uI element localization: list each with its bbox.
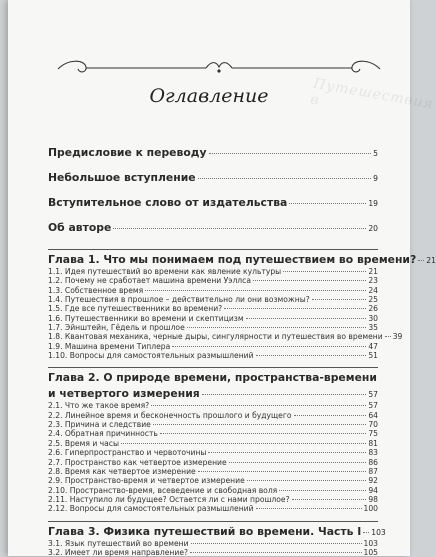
page-number: 94	[368, 485, 378, 495]
dot-leader	[312, 299, 367, 300]
chapter-title	[48, 387, 378, 401]
toc-item	[48, 495, 378, 504]
dot-leader	[172, 346, 366, 347]
entry-title: 2.11. Наступило ли будущее? Остается ли с нами прошлое?	[48, 494, 290, 504]
toc-item	[48, 332, 403, 342]
page-number: 103	[371, 527, 386, 537]
entry-title: 2.9. Пространство-время и четвертое измерение	[48, 476, 245, 486]
page-number: 57	[368, 401, 378, 411]
dot-leader	[208, 452, 366, 453]
front-matter-entry	[48, 196, 378, 210]
chapter-block	[48, 367, 378, 513]
entry-title: Небольшое вступление	[48, 171, 196, 184]
page-number: 35	[368, 323, 378, 333]
page-number: 20	[368, 224, 378, 233]
page-number: 83	[368, 448, 378, 458]
toc-item	[48, 539, 378, 548]
page-number: 26	[368, 304, 378, 314]
chapter-title-line: Глава 2. О природе времени, пространства-времени	[48, 371, 377, 385]
dot-leader	[224, 308, 366, 309]
entry-title: 1.5. Где все путешественники во времени?	[48, 304, 223, 314]
page-number: 9	[373, 174, 378, 183]
page-number: 39	[392, 332, 403, 342]
toc-item	[48, 411, 378, 420]
entry-title: 2.6. Гиперпространство и червоточины	[48, 448, 207, 458]
entry-title: Глава 3. Физика путешествий во времени. Часть I	[48, 524, 362, 538]
toc-item	[48, 323, 378, 332]
entry-title: 1.8. Квантовая механика, черные дыры, сингулярности и путешествия во времени	[48, 332, 383, 342]
entry-title: 2.2. Линейное время и бесконечность прошлого и будущего	[48, 410, 292, 420]
page-number: 57	[368, 390, 378, 400]
toc-item	[48, 458, 378, 467]
entry-title: Вступительное слово от издательства	[48, 196, 288, 209]
dot-leader	[190, 552, 361, 553]
dot-leader	[292, 499, 367, 500]
toc-item	[48, 351, 378, 360]
toc-item	[48, 439, 378, 448]
chapter-block	[48, 249, 436, 361]
entry-title: 1.4. Путешествия в прошлое – действительно ли они возможны?	[48, 295, 310, 305]
toc-item	[48, 304, 378, 313]
dot-leader	[187, 327, 367, 328]
page-number: 98	[368, 494, 378, 504]
front-matter-entry	[48, 146, 378, 160]
dot-leader	[283, 271, 366, 272]
dot-leader	[253, 280, 366, 281]
entry-title: 1.7. Эйнштейн, Гёдель и прошлое	[48, 323, 185, 333]
page-number: 70	[368, 420, 378, 430]
chapter-title	[48, 253, 436, 267]
entry-title: 1.10. Вопросы для самостоятельных размышлений	[48, 351, 254, 361]
page-number: 21	[426, 256, 436, 265]
chapter-rule	[48, 367, 378, 368]
entry-title: и четвертого измерения	[48, 387, 200, 401]
table-of-contents	[48, 146, 436, 557]
toc-item	[48, 467, 378, 476]
dot-leader	[145, 290, 366, 291]
page-number: 23	[368, 276, 378, 286]
page-number: 30	[368, 313, 378, 323]
toc-item	[48, 476, 378, 485]
dot-leader	[279, 490, 366, 491]
entry-title: 1.9. Машина времени Типлера	[48, 341, 171, 351]
entry-title: 2.10. Пространство-время, всеведение и свободная воля	[48, 485, 278, 495]
entry-title: 1.6. Путешественники во времени и скептицизм	[48, 313, 244, 323]
entry-title: 3.2. Имеет ли время направление?	[48, 547, 189, 557]
dot-leader	[202, 394, 367, 395]
page-number: 100	[363, 504, 378, 514]
page-number: 87	[368, 466, 378, 476]
page-number: 81	[368, 438, 378, 448]
decorative-ornament	[56, 55, 382, 79]
dot-leader	[385, 336, 391, 337]
dot-leader	[256, 355, 367, 356]
chapter-rule	[48, 521, 378, 522]
toc-item	[48, 276, 378, 285]
entry-title: Предисловие к переводу	[48, 146, 207, 159]
page-number: 75	[368, 429, 378, 439]
chapter-block	[48, 521, 386, 557]
page-number: 24	[368, 285, 378, 295]
page-number: 51	[368, 351, 378, 361]
page-number: 86	[368, 457, 378, 467]
toc-item	[48, 486, 378, 495]
page-number: 103	[363, 538, 378, 548]
dot-leader	[198, 178, 372, 179]
dot-leader	[418, 260, 424, 261]
entry-title: Глава 1. Что мы понимаем под путешествием во времени?	[48, 253, 417, 266]
dot-leader	[256, 508, 362, 509]
entry-title: 1.3. Собственное время	[48, 285, 144, 295]
dot-leader	[113, 228, 366, 229]
toc-item	[48, 295, 378, 304]
toc-item	[48, 429, 378, 438]
dot-leader	[151, 405, 366, 406]
page-number: 47	[368, 341, 378, 351]
front-matter-entry	[48, 171, 378, 185]
toc-item	[48, 448, 378, 457]
entry-title: 1.2. Почему не сработает машина времени Уэллса	[48, 276, 251, 286]
dot-leader	[229, 462, 367, 463]
dot-leader	[247, 480, 367, 481]
entry-title: 1.1. Идея путешествий во времени как явление культуры	[48, 267, 282, 276]
page-number: 64	[368, 410, 378, 420]
dot-leader	[160, 433, 366, 434]
dot-leader	[363, 532, 369, 533]
toc-item	[48, 548, 378, 557]
entry-title: Об авторе	[48, 221, 112, 234]
entry-title: 2.7. Пространство как четвертое измерение	[48, 457, 227, 467]
entry-title: 2.8. Время как четвертое измерение	[48, 466, 196, 476]
page-number: 92	[368, 476, 378, 486]
toc-item	[48, 342, 378, 351]
dot-leader	[198, 471, 367, 472]
page-number: 25	[368, 295, 378, 305]
entry-title: 3.1. Язык путешествий во времени	[48, 538, 189, 548]
dot-leader	[209, 153, 372, 154]
entry-title: 2.12. Вопросы для самостоятельных размышлений	[48, 504, 254, 514]
entry-title: 2.5. Время и часы	[48, 438, 119, 448]
entry-title: 2.4. Обратная причинность	[48, 429, 158, 439]
chapter-title	[48, 524, 386, 539]
toc-item	[48, 504, 378, 513]
bleed-through-text: Путешествия в	[309, 75, 435, 113]
dot-leader	[121, 443, 366, 444]
dot-leader	[191, 543, 362, 544]
toc-item	[48, 420, 378, 429]
page-number: 21	[368, 267, 378, 276]
dot-leader	[246, 318, 367, 319]
page-number: 5	[373, 149, 378, 158]
toc-item	[48, 401, 378, 410]
toc-item	[48, 286, 378, 295]
chapter-rule	[48, 249, 378, 250]
dot-leader	[153, 424, 367, 425]
entry-title: 2.3. Причина и следствие	[48, 420, 151, 430]
page-number: 19	[368, 199, 378, 208]
page-number: 105	[363, 547, 378, 557]
page-title: Оглавление	[149, 85, 269, 107]
toc-item	[48, 267, 378, 276]
front-matter-entry	[48, 221, 378, 235]
entry-title: 2.1. Что же такое время?	[48, 401, 150, 411]
toc-item	[48, 314, 378, 323]
dot-leader	[289, 203, 366, 204]
dot-leader	[294, 415, 367, 416]
